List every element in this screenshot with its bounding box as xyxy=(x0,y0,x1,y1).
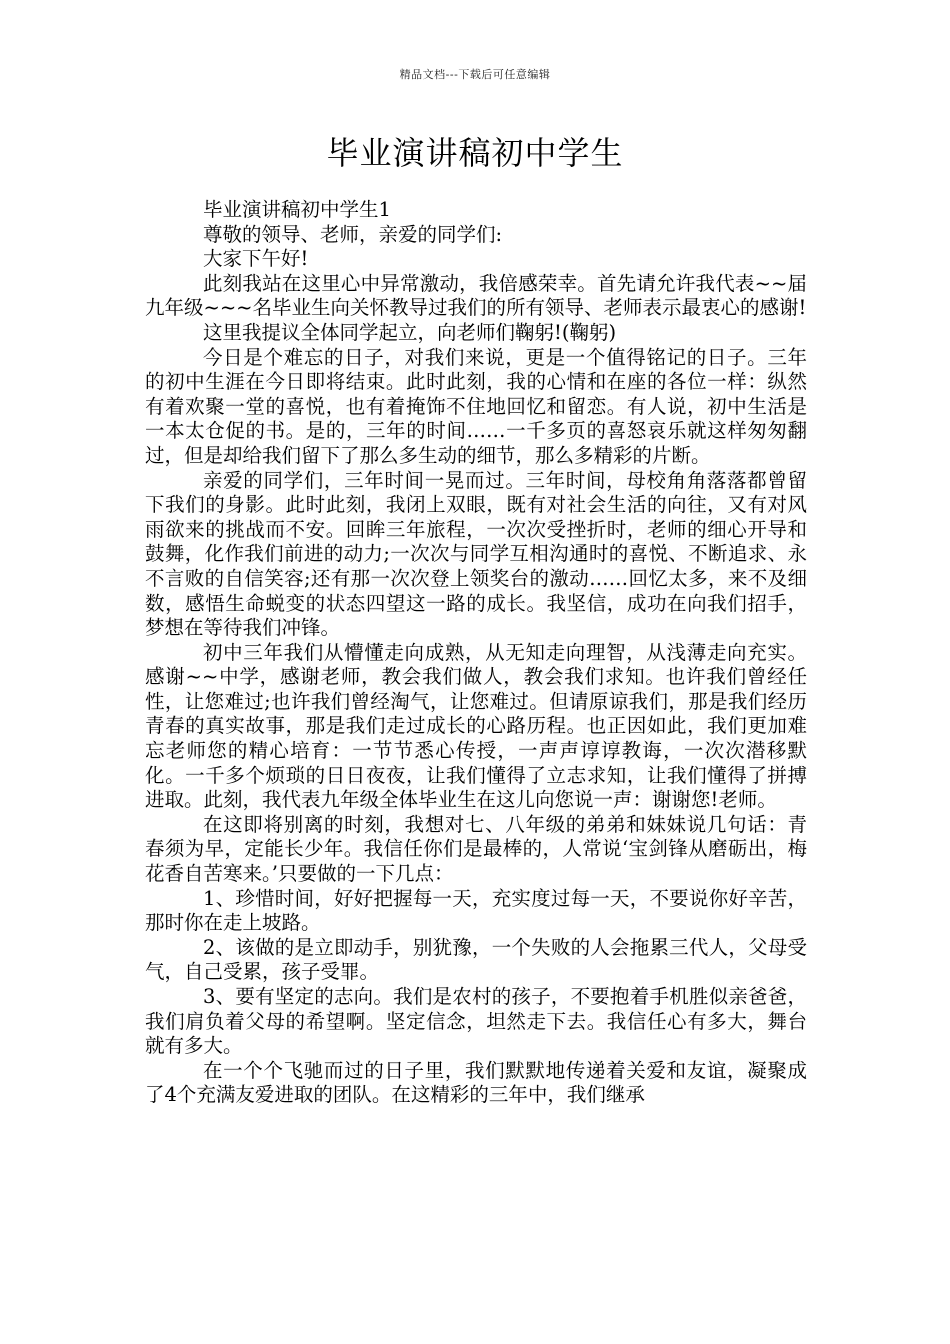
header-note: 精品文档---下载后可任意编辑 xyxy=(399,68,551,81)
paragraph: 亲爱的同学们，三年时间一晃而过。三年时间，母校角角落落都曾留下我们的身影。此时此刻，我闭上双眼，既有对社会生活的向往，又有对风雨欲来的挑战而不安。回眸三年旅程，一次次受挫折时，老师的细心开导和鼓舞，化作我们前进的动力;一次次与同学互相沟通时的喜悦、不断追求、永不言败的自信笑容;还有那一次次登上领奖台的激动……回忆太多，来不及细数，感悟生命蜕变的状态四望这一路的成长。我坚信，成功在向我们招手，梦想在等待我们冲锋。 xyxy=(145,468,807,640)
list-item-paragraph: 1、珍惜时间，好好把握每一天，充实度过每一天，不要说你好辛苦，那时你在走上坡路。 xyxy=(145,886,807,935)
paragraph: 在这即将别离的时刻，我想对七、八年级的弟弟和妹妹说几句话：青春须为早，定能长少年。我信任你们是最棒的，人常说‘宝剑锋从磨砺出，梅花香自苦寒来。’只要做的一下几点： xyxy=(145,812,807,886)
paragraph: 此刻我站在这里心中异常激动，我倍感荣幸。首先请允许我代表~~届九年级~~~名毕业生向关怀教导过我们的所有领导、老师表示最衷心的感谢! xyxy=(145,271,807,320)
paragraph-greeting: 大家下午好! xyxy=(203,247,309,271)
paragraph-subtitle: 毕业演讲稿初中学生1 xyxy=(203,198,391,221)
paragraph: 初中三年我们从懵懂走向成熟，从无知走向理智，从浅薄走向充实。感谢~~中学，感谢老师，教会我们做人，教会我们求知。也许我们曾经任性，让您难过;也许我们曾经淘气，让您难过。但请原谅我们，那是我们经历青春的真实故事，那是我们走过成长的心路历程。也正因如此，我们更加难忘老师您的精心培育：一节节悉心传授，一声声谆谆教诲，一次次潜移默化。一千多个烦琐的日日夜夜，让我们懂得了立志求知，让我们懂得了拼搏进取。此刻，我代表九年级全体毕业生在这儿向您说一声：谢谢您!老师。 xyxy=(145,640,807,812)
paragraph: 今日是个难忘的日子，对我们来说，更是一个值得铭记的日子。三年的初中生涯在今日即将结束。此时此刻，我的心情和在座的各位一样：纵然有着欢聚一堂的喜悦，也有着掩饰不住地回忆和留恋。有人说，初中生活是一本太仓促的书。是的，三年的时间……一千多页的喜怒哀乐就这样匆匆翻过，但是却给我们留下了那么多生动的细节，那么多精彩的片断。 xyxy=(145,345,807,467)
list-item-paragraph: 2、该做的是立即动手，别犹豫，一个失败的人会拖累三代人，父母受气，自己受累，孩子受罪。 xyxy=(145,935,807,984)
list-item-paragraph: 3、要有坚定的志向。我们是农村的孩子，不要抱着手机胜似亲爸爸，我们肩负着父母的希望啊。坚定信念，坦然走下去。我信任心有多大，舞台就有多大。 xyxy=(145,985,807,1058)
document-title: 毕业演讲稿初中学生 xyxy=(326,134,624,172)
paragraph: 在一个个飞驰而过的日子里，我们默默地传递着关爱和友谊，凝聚成了4个充满友爱进取的团队。在这精彩的三年中，我们继承 xyxy=(145,1058,807,1107)
document-body xyxy=(145,198,807,1108)
paragraph: 这里我提议全体同学起立，向老师们鞠躬!(鞠躬) xyxy=(203,320,617,344)
paragraph-salutation: 尊敬的领导、老师，亲爱的同学们: xyxy=(203,222,503,246)
